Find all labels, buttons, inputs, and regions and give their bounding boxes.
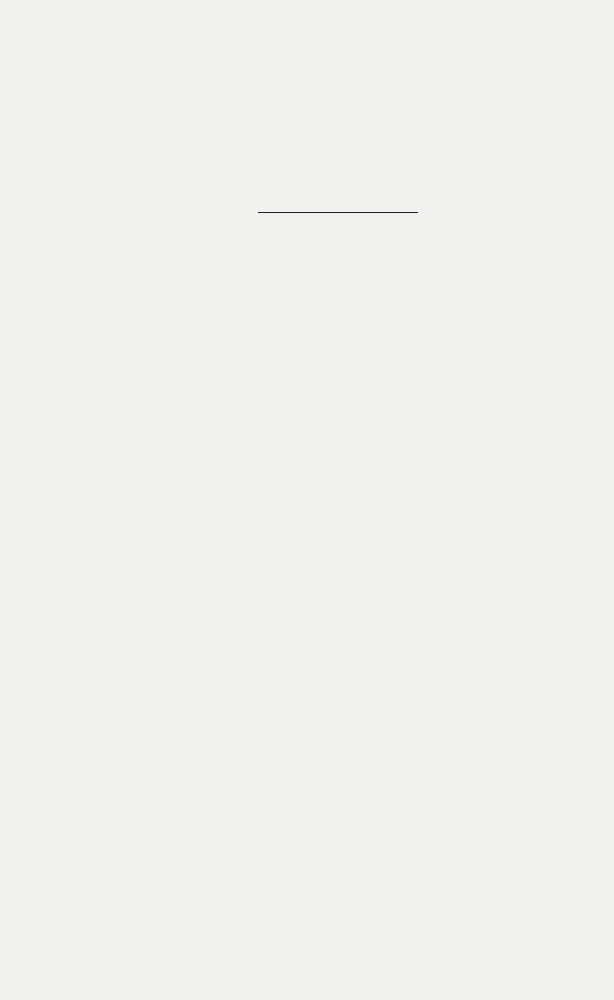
section-divider — [258, 212, 418, 213]
